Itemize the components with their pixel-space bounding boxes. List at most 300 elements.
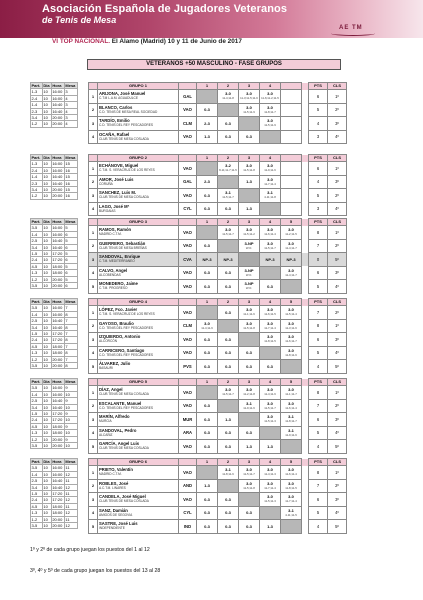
match-score: 0-3 <box>225 120 231 126</box>
player-classification: 2º <box>328 399 347 413</box>
schedule-cell: 1-2 <box>31 356 43 362</box>
player-cell <box>98 440 179 454</box>
schedule-header-cell: Hora <box>51 155 64 161</box>
player-points: 5 <box>309 103 328 117</box>
match-score: 0-3 <box>267 283 273 289</box>
match-score: 3-0 <box>267 227 273 233</box>
schedule-cell: 18:00 <box>51 263 64 269</box>
empty-cell <box>281 103 302 117</box>
match-result <box>260 386 281 400</box>
match-result <box>260 103 281 117</box>
match-score: 3-0 <box>288 227 294 233</box>
match-result <box>197 226 218 240</box>
player-row <box>89 360 347 374</box>
schedule-cell: 15 <box>64 161 77 167</box>
match-result <box>197 319 218 333</box>
player-row <box>89 479 347 493</box>
schedule-cell: 16:00 <box>51 231 64 237</box>
header-pts: PTS <box>309 219 328 226</box>
match-score: 3-0 <box>246 467 252 473</box>
schedule-header-cell: Part. <box>31 299 41 304</box>
match-result <box>218 189 239 203</box>
player-name: GARCÍA, Angel Luis <box>99 441 140 447</box>
schedule-cell: 10 <box>42 404 51 410</box>
header-opponent-1: 1 <box>197 379 218 386</box>
match-score: 0-3 <box>225 523 231 529</box>
match-result <box>218 130 239 144</box>
header-cls: CLS <box>328 379 347 386</box>
schedule-cell: 20:00 <box>51 121 64 127</box>
schedule-cell: 3 <box>64 89 77 95</box>
schedule-header-row <box>31 299 78 305</box>
schedule-cell: 12 <box>64 471 77 477</box>
schedule-cell: 2-5 <box>31 238 43 244</box>
schedule-cell: 5 <box>64 276 77 282</box>
match-score: 0-3 <box>246 350 252 356</box>
match-result <box>218 440 239 454</box>
schedule-header-cell: Dia <box>43 83 50 88</box>
schedule-header-cell: Part. <box>31 155 41 160</box>
match-result <box>197 175 218 189</box>
schedule-cell: 10 <box>42 465 51 471</box>
player-club: CLUB TENIS DE MESA COSLADA <box>99 446 149 451</box>
player-number: 5 <box>89 440 98 454</box>
schedule-cell: 10 <box>42 510 51 516</box>
match-result <box>281 319 302 333</box>
match-result <box>281 360 302 374</box>
match-result <box>239 253 260 267</box>
schedule-cell: 17:20 <box>51 337 64 343</box>
schedule-header-cell: Mesa <box>64 155 77 161</box>
schedule-cell: 10 <box>42 180 51 186</box>
match-result <box>218 117 239 131</box>
player-club: C.T.M. S. VERACRUZ DE LOS REYES <box>99 168 155 173</box>
group-header-row <box>89 379 347 386</box>
schedule-cell: 4 <box>64 121 77 127</box>
match-score: 1-3 <box>267 443 273 449</box>
schedule-cell: 17:20 <box>51 411 64 417</box>
player-points: 8 <box>309 466 328 480</box>
match-partials: 11-7;11-4 <box>264 181 276 186</box>
header-pts: PTS <box>309 459 328 466</box>
player-classification: 2º <box>328 306 347 320</box>
match-result <box>281 280 302 294</box>
schedule-cell: 16:40 <box>51 404 64 410</box>
match-partials: W.O. <box>245 272 253 277</box>
match-score: 3-0 <box>246 163 252 169</box>
match-score: 0-3 <box>225 510 231 516</box>
player-name: DÍAZ, Angel <box>99 387 123 393</box>
player-classification: 5º <box>328 440 347 454</box>
schedule-header-row <box>31 155 78 161</box>
schedule-cell: 3-5 <box>31 443 43 449</box>
player-points: 6 <box>309 266 328 280</box>
match-partials: 11-5;11-7 <box>222 232 234 237</box>
player-number: 2 <box>89 239 98 253</box>
schedule-cell: 1-2 <box>31 276 43 282</box>
schedule-cell: 7 <box>64 331 77 337</box>
match-result <box>239 239 260 253</box>
match-partials: 11-4;11-6 <box>264 392 276 397</box>
match-result <box>218 90 239 104</box>
player-club: MURCIA <box>99 419 112 424</box>
schedule-cell: 10 <box>42 167 51 173</box>
empty-cell <box>281 202 302 216</box>
header-opponent-5: 5 <box>281 219 302 226</box>
match-result <box>218 413 239 427</box>
player-classification: 4º <box>328 280 347 294</box>
player-row <box>89 466 347 480</box>
player-number: 2 <box>89 175 98 189</box>
match-score: 3-0 <box>288 267 294 273</box>
player-number: 2 <box>89 103 98 117</box>
match-score: 1-3 <box>246 443 252 449</box>
schedule-cell: 1-5 <box>31 251 43 257</box>
schedule-cell: 16:40 <box>51 238 64 244</box>
schedule-cell: 1-5 <box>31 331 43 337</box>
match-score: 3-0 <box>288 320 294 326</box>
schedule-header-cell: Mesa <box>64 379 77 385</box>
match-result <box>281 426 302 440</box>
empty-cell <box>281 175 302 189</box>
match-result <box>281 306 302 320</box>
schedule-cell: 16:40 <box>51 484 64 490</box>
header-opponent-4: 4 <box>260 155 281 162</box>
match-partials: 11-5;11-2 <box>243 232 255 237</box>
schedule-cell: 3-5 <box>31 363 43 369</box>
header-pts: PTS <box>309 299 328 306</box>
match-result <box>260 333 281 347</box>
schedule-cell: 18:00 <box>51 423 64 429</box>
schedule-cell: 9 <box>64 436 77 442</box>
match-score: 3-1 <box>288 414 294 420</box>
schedule-cell: 1-4 <box>31 102 43 108</box>
player-club: CLUB TENIS DE MESA COSLADA <box>99 195 149 200</box>
group-table <box>88 218 347 294</box>
match-result <box>197 90 218 104</box>
match-result <box>218 280 239 294</box>
player-name: CALVO, Angel <box>99 267 128 273</box>
schedule-cell: 5 <box>64 225 77 231</box>
match-score: 3-NP <box>244 267 254 273</box>
schedule-cell: 18:00 <box>51 270 64 276</box>
player-club: ALCAÑIZ <box>99 432 113 437</box>
player-row <box>89 175 347 189</box>
schedule-cell: 4-5 <box>31 263 43 269</box>
header-region <box>179 299 197 306</box>
player-classification: 2º <box>328 479 347 493</box>
schedule-table <box>30 458 78 529</box>
schedule-cell: 2-5 <box>31 318 43 324</box>
player-cell <box>98 479 179 493</box>
player-classification: 1º <box>328 226 347 240</box>
player-number: 3 <box>89 333 98 347</box>
player-row <box>89 319 347 333</box>
player-club: AMIGOS DE SEGOVIA <box>99 512 133 517</box>
schedule-cell: 16:40 <box>51 102 64 108</box>
match-result <box>281 493 302 507</box>
match-result <box>239 479 260 493</box>
player-club: CLUB TENIS DE MESA BREÑAS <box>99 245 147 250</box>
schedule-header-cell: Hora <box>51 459 64 465</box>
match-result <box>218 506 239 520</box>
schedule-cell: 3-4 <box>31 244 43 250</box>
schedule-row <box>31 363 78 369</box>
match-score: 3-0 <box>246 480 252 486</box>
match-partials: 11-3;11-5;11-6 <box>240 96 258 101</box>
gap-cell <box>302 399 309 413</box>
player-club: C.T.M L.A.M. AGUADULCE <box>99 96 138 101</box>
match-result <box>239 189 260 203</box>
header-opponent-empty <box>281 155 302 162</box>
schedule-cell: 8 <box>64 324 77 330</box>
player-row <box>89 117 347 131</box>
match-result <box>239 346 260 360</box>
group-table <box>88 378 347 454</box>
match-score: 0-3 <box>225 430 231 436</box>
player-points: 6 <box>309 162 328 176</box>
header-region <box>179 459 197 466</box>
match-score: 3-1 <box>246 400 252 406</box>
match-result <box>260 399 281 413</box>
player-region: GAL <box>179 90 197 104</box>
group-label: GRUPO 2 <box>98 155 179 162</box>
match-score: 0-3 <box>204 192 210 198</box>
match-result <box>218 426 239 440</box>
schedule-cell: 10 <box>42 436 51 442</box>
player-club: C.T.M. MEDITERRANEO <box>99 259 135 264</box>
player-cell <box>98 493 179 507</box>
player-row <box>89 162 347 176</box>
player-club: MADRID C.T.M. <box>99 472 122 477</box>
header-gap <box>302 379 309 386</box>
schedule-cell: 2-4 <box>31 497 43 503</box>
match-partials: W.O. <box>245 286 253 291</box>
schedule-cell: 12 <box>64 484 77 490</box>
player-name: LÓPEZ, Fco. Javier <box>99 307 138 313</box>
player-classification: 4º <box>328 346 347 360</box>
schedule-header-cell: Hora <box>51 299 64 305</box>
header-opponent-3: 3 <box>239 459 260 466</box>
header-opponent-4: 4 <box>260 219 281 226</box>
header-num <box>89 83 98 90</box>
schedule-cell: 10 <box>42 471 51 477</box>
match-score: 3-0 <box>288 347 294 353</box>
match-result <box>281 253 302 267</box>
header-opponent-1: 1 <box>197 83 218 90</box>
player-classification: 1º <box>328 319 347 333</box>
event-location-date: El Alamo (Madrid) 10 y 11 de Junio de 2017 <box>111 38 242 45</box>
schedule-cell: 3-4 <box>31 484 43 490</box>
match-score: 3-0 <box>267 387 273 393</box>
player-row <box>89 413 347 427</box>
match-score: 3-0 <box>246 227 252 233</box>
schedule-cell: 10 <box>42 324 51 330</box>
match-result <box>239 440 260 454</box>
gap-cell <box>302 280 309 294</box>
player-number: 3 <box>89 413 98 427</box>
player-number: 4 <box>89 346 98 360</box>
match-partials: 11-6;11-7 <box>285 339 297 344</box>
event-name: VI TOP NACIONAL. <box>52 38 110 45</box>
schedule-cell: 1-2 <box>31 516 43 522</box>
schedule-cell: 2-4 <box>31 337 43 343</box>
match-score: 3-0 <box>267 467 273 473</box>
player-cell <box>98 466 179 480</box>
gap-cell <box>302 130 309 144</box>
schedule-cell: 10 <box>42 443 51 449</box>
player-club: CLUB TENIS DE MESA COSLADA <box>99 136 149 141</box>
gap-cell <box>302 306 309 320</box>
schedule-cell: 3-5 <box>31 225 43 231</box>
player-region: AND <box>179 479 197 493</box>
match-score: 1-3 <box>225 416 231 422</box>
player-number: 2 <box>89 319 98 333</box>
schedule-header-cell: Mesa <box>64 459 77 465</box>
player-number: 3 <box>89 493 98 507</box>
header-opponent-4: 4 <box>260 459 281 466</box>
gap-cell <box>302 103 309 117</box>
schedule-cell: 1-5 <box>31 491 43 497</box>
schedule-cell: 11 <box>64 491 77 497</box>
player-row <box>89 103 347 117</box>
match-score: 3-0 <box>267 240 273 246</box>
player-region: VAO <box>179 103 197 117</box>
match-result <box>281 520 302 534</box>
player-club: C.D. TENIS DE MESA REAL SOCIEDAD <box>99 109 158 114</box>
match-score: 3-0 <box>267 104 273 110</box>
schedule-cell: 10 <box>42 497 51 503</box>
match-partials: 11-3;11-6 <box>285 325 297 330</box>
schedule-cell: 2-5 <box>31 478 43 484</box>
header-opponent-2: 2 <box>218 299 239 306</box>
match-partials: 11-5;11-3 <box>264 419 276 424</box>
match-result <box>281 440 302 454</box>
match-score: 3-0 <box>288 400 294 406</box>
schedule-cell: 10 <box>42 161 51 167</box>
player-number: 4 <box>89 202 98 216</box>
player-number: 4 <box>89 506 98 520</box>
match-result <box>239 162 260 176</box>
player-name: CANDELA, José Miguel <box>99 494 146 500</box>
player-cell <box>98 280 179 294</box>
match-result <box>260 202 281 216</box>
schedule-table <box>30 82 78 128</box>
header-opponent-empty <box>281 83 302 90</box>
match-result <box>239 413 260 427</box>
match-score: 3-NP <box>244 240 254 246</box>
header-opponent-2: 2 <box>218 155 239 162</box>
match-result <box>197 506 218 520</box>
player-points: 7 <box>309 306 328 320</box>
schedule-header-cell: Dia <box>43 155 50 160</box>
match-result <box>197 520 218 534</box>
match-score: 3-0 <box>225 91 231 97</box>
match-result <box>197 130 218 144</box>
player-cell <box>98 175 179 189</box>
player-cell <box>98 346 179 360</box>
match-result <box>218 360 239 374</box>
header-gap <box>302 83 309 90</box>
schedule-cell: 4-5 <box>31 423 43 429</box>
schedule-cell: 9 <box>64 423 77 429</box>
gap-cell <box>302 413 309 427</box>
player-cell <box>98 130 179 144</box>
schedule-cell: 10 <box>42 484 51 490</box>
match-result <box>239 399 260 413</box>
match-partials: 11-7;11-4 <box>264 325 276 330</box>
match-result <box>197 162 218 176</box>
match-result <box>218 226 239 240</box>
section-title: VETERANOS +50 MASCULINO - FASE GRUPOS <box>87 59 341 70</box>
header-num <box>89 459 98 466</box>
gap-cell <box>302 226 309 240</box>
player-classification: 4º <box>328 506 347 520</box>
match-score: 3-0 <box>225 227 231 233</box>
player-region: CVA <box>179 253 197 267</box>
player-region: VAO <box>179 162 197 176</box>
player-region: VAO <box>179 239 197 253</box>
match-score: 1-3 <box>267 523 273 529</box>
gap-cell <box>302 202 309 216</box>
gap-cell <box>302 493 309 507</box>
schedule-cell: 2-4 <box>31 257 43 263</box>
player-cell <box>98 226 179 240</box>
player-club: BURGAIAS <box>99 208 116 213</box>
match-result <box>260 280 281 294</box>
match-partials: 11-5;11-7 <box>264 245 276 250</box>
schedule-cell: 10 <box>42 251 51 257</box>
player-club: CLUB TENIS DE MESA COSLADA <box>99 392 149 397</box>
schedule-cell: 10 <box>42 270 51 276</box>
group-label: GRUPO 5 <box>98 379 179 386</box>
player-region: VAO <box>179 386 197 400</box>
player-club: C.D. TENIS DEL REY PESCADORES <box>99 352 153 357</box>
player-name: IZQUIERDO, Antonio <box>99 334 141 340</box>
header-pts: PTS <box>309 379 328 386</box>
empty-cell <box>281 162 302 176</box>
gap-cell <box>302 117 309 131</box>
header-opponent-2: 2 <box>218 379 239 386</box>
schedule-cell: 10 <box>42 283 51 289</box>
schedule-header-cell: Part. <box>31 459 41 464</box>
match-score: 3-0 <box>267 400 273 406</box>
match-score: 3-1 <box>225 467 231 473</box>
group-label: GRUPO 3 <box>98 219 179 226</box>
schedule-cell: 10 <box>42 337 51 343</box>
player-number: 1 <box>89 226 98 240</box>
header-num <box>89 299 98 306</box>
match-result <box>197 333 218 347</box>
match-score: 0-3 <box>225 443 231 449</box>
player-region: VAO <box>179 306 197 320</box>
match-score: 3-0 <box>267 480 273 486</box>
match-result <box>197 440 218 454</box>
schedule-header-cell: Hora <box>51 83 64 89</box>
match-partials: 11-5;11-7 <box>243 472 255 477</box>
schedule-cell: 6 <box>64 270 77 276</box>
match-score: 3-0 <box>288 307 294 313</box>
gap-cell <box>302 162 309 176</box>
group-table <box>88 154 347 216</box>
player-region: VAO <box>179 493 197 507</box>
match-partials: 11-8;11-6 <box>285 352 297 357</box>
gap-cell <box>302 253 309 267</box>
player-number: 1 <box>89 466 98 480</box>
player-row <box>89 333 347 347</box>
player-club: BASAURI <box>99 366 113 371</box>
match-score: 3-0 <box>267 118 273 124</box>
